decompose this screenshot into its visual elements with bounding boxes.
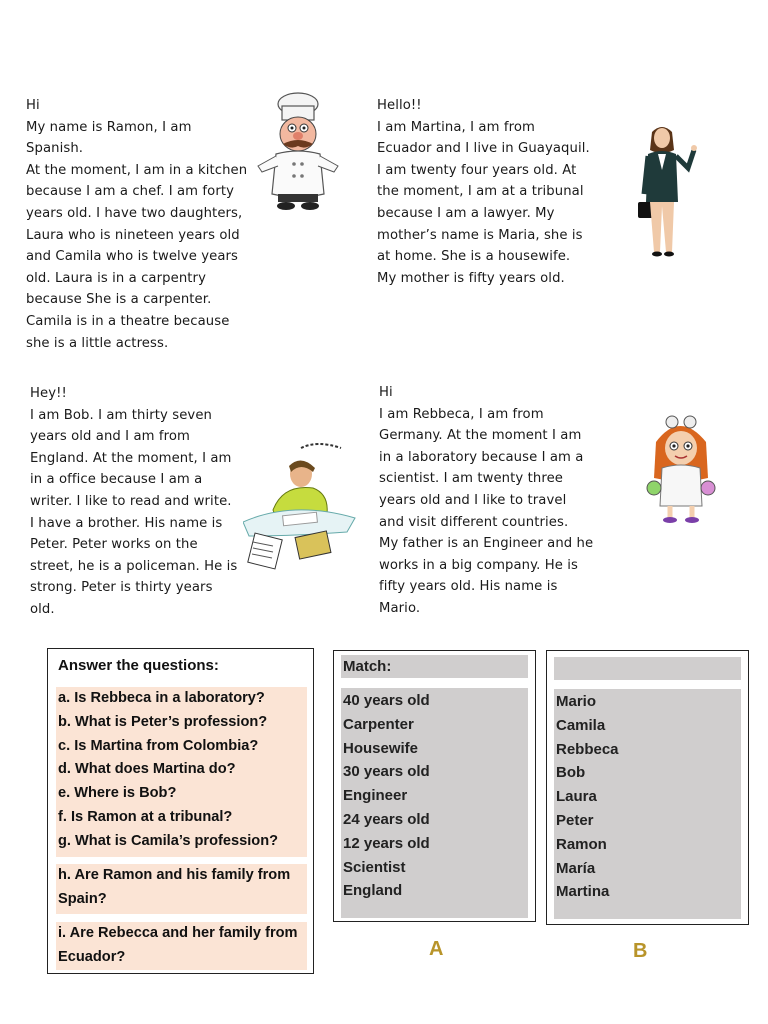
story-line: My father is an Engineer and he — [379, 536, 594, 552]
match-item: 12 years old — [343, 834, 430, 852]
story-line: and visit different countries. — [379, 514, 569, 530]
story-line: Ecuador and I live in Guayaquil. — [377, 141, 590, 157]
match-item: Bob — [556, 764, 586, 782]
match-item: Ramon — [556, 835, 607, 853]
story-line: My name is Ramon, I am Spanish. — [26, 119, 192, 157]
scientist-icon — [646, 414, 718, 526]
questions-group-h — [56, 864, 307, 914]
story-line: I am Rebbeca, I am from — [379, 406, 544, 422]
question-line: Ecuador? — [58, 948, 126, 965]
question-line: a. Is Rebbeca in a laboratory? — [58, 690, 265, 706]
questions-title: Answer the questions: — [58, 657, 219, 674]
story-line: fifty years old. His name is — [379, 579, 558, 595]
story-line: old. Laura is in a carpentry — [26, 270, 206, 286]
match-item: Peter — [556, 811, 594, 829]
story-line: At the moment, I am in a kitchen — [26, 162, 248, 178]
question-line: b. What is Peter’s profession? — [58, 713, 268, 730]
question-line: Spain? — [58, 890, 107, 907]
match-list-a — [341, 688, 528, 918]
match-item: María — [556, 859, 596, 877]
questions-group-i — [56, 922, 307, 970]
story-line: I am twenty four years old. At — [377, 162, 577, 178]
story-line: old. — [30, 601, 55, 617]
story-line: Peter. Peter works on the — [30, 537, 198, 553]
question-line: e. Where is Bob? — [58, 785, 177, 802]
story-line: writer. I like to read and write. — [30, 493, 232, 509]
questions-group-a-g — [56, 687, 307, 857]
questions-box — [47, 648, 314, 974]
match-item: Engineer — [343, 787, 408, 805]
story-line: and Camila who is twelve years — [26, 249, 239, 265]
story-line: Hi — [379, 385, 393, 400]
story-line: My mother is fifty years old. — [377, 270, 565, 286]
match-item: Camila — [556, 716, 606, 734]
match-item: England — [343, 882, 403, 900]
lawyer-icon — [636, 122, 700, 260]
match-item: Laura — [556, 788, 597, 806]
match-item: 24 years old — [343, 810, 430, 828]
match-item: Martina — [556, 883, 610, 901]
story-line: scientist. I am twenty three — [379, 471, 563, 487]
story-line: I am Martina, I am from — [377, 119, 535, 135]
story-line: because I am a lawyer. My — [377, 205, 555, 221]
label-a: A — [429, 938, 444, 960]
story-line: she is a little actress. — [26, 335, 169, 351]
question-line: c. Is Martina from Colombia? — [58, 737, 259, 754]
match-item: Housewife — [343, 739, 419, 757]
question-line: f. Is Ramon at a tribunal? — [58, 808, 233, 825]
story-line: Hey!! — [30, 386, 67, 401]
story-line: years old and I am from — [30, 429, 190, 445]
question-line: d. What does Martina do? — [58, 761, 236, 778]
story-line: I have a brother. His name is — [30, 515, 223, 531]
story-line: England. At the moment, I am — [30, 450, 232, 466]
question-line: g. What is Camila’s profession? — [58, 832, 279, 849]
writer-icon — [243, 440, 358, 570]
story-line: Hello!! — [377, 98, 422, 113]
story-line: Camila is in a theatre because — [26, 313, 230, 329]
story-ramon — [26, 95, 251, 354]
story-line: years old. I have two daughters, — [26, 205, 243, 221]
match-box-b — [546, 650, 749, 925]
story-line: Germany. At the moment I am — [379, 428, 582, 444]
match-item: 40 years old — [343, 692, 430, 709]
story-line: at home. She is a housewife. — [377, 249, 571, 265]
story-line: the moment, I am at a tribunal — [377, 184, 584, 200]
story-line: I am Bob. I am thirty seven — [30, 407, 213, 423]
story-line: in a laboratory because I am a — [379, 449, 584, 465]
story-rebbeca — [379, 382, 609, 620]
match-item: Carpenter — [343, 715, 414, 733]
match-item: Rebbeca — [556, 740, 619, 758]
story-line: Mario. — [379, 600, 421, 616]
story-line: mother’s name is Maria, she is — [377, 227, 583, 243]
match-title: Match: — [343, 658, 392, 675]
story-line: because I am a chef. I am forty — [26, 184, 235, 200]
question-line: i. Are Rebecca and her family from — [58, 925, 298, 941]
chef-icon — [250, 90, 345, 215]
story-line: strong. Peter is thirty years — [30, 580, 213, 596]
story-line: works in a big company. He is — [379, 557, 578, 573]
label-b: B — [633, 940, 648, 962]
story-martina — [377, 95, 602, 289]
match-title-bar — [341, 655, 528, 678]
story-line: because She is a carpenter. — [26, 292, 212, 308]
story-line: street, he is a policeman. He is — [30, 558, 238, 574]
story-line: in a office because I am a — [30, 472, 203, 488]
match-item: Scientist — [343, 858, 406, 876]
story-bob — [30, 383, 240, 621]
match-box-a — [333, 650, 536, 922]
match-list-b — [554, 689, 741, 919]
story-line: Laura who is nineteen years old — [26, 227, 240, 243]
story-line: Hi — [26, 98, 40, 113]
question-line: h. Are Ramon and his family from — [58, 867, 291, 883]
match-item: 30 years old — [343, 763, 430, 781]
story-line: years old and I like to travel — [379, 492, 567, 508]
match-item: Mario — [556, 693, 597, 710]
match-title-bar-b — [554, 657, 741, 680]
